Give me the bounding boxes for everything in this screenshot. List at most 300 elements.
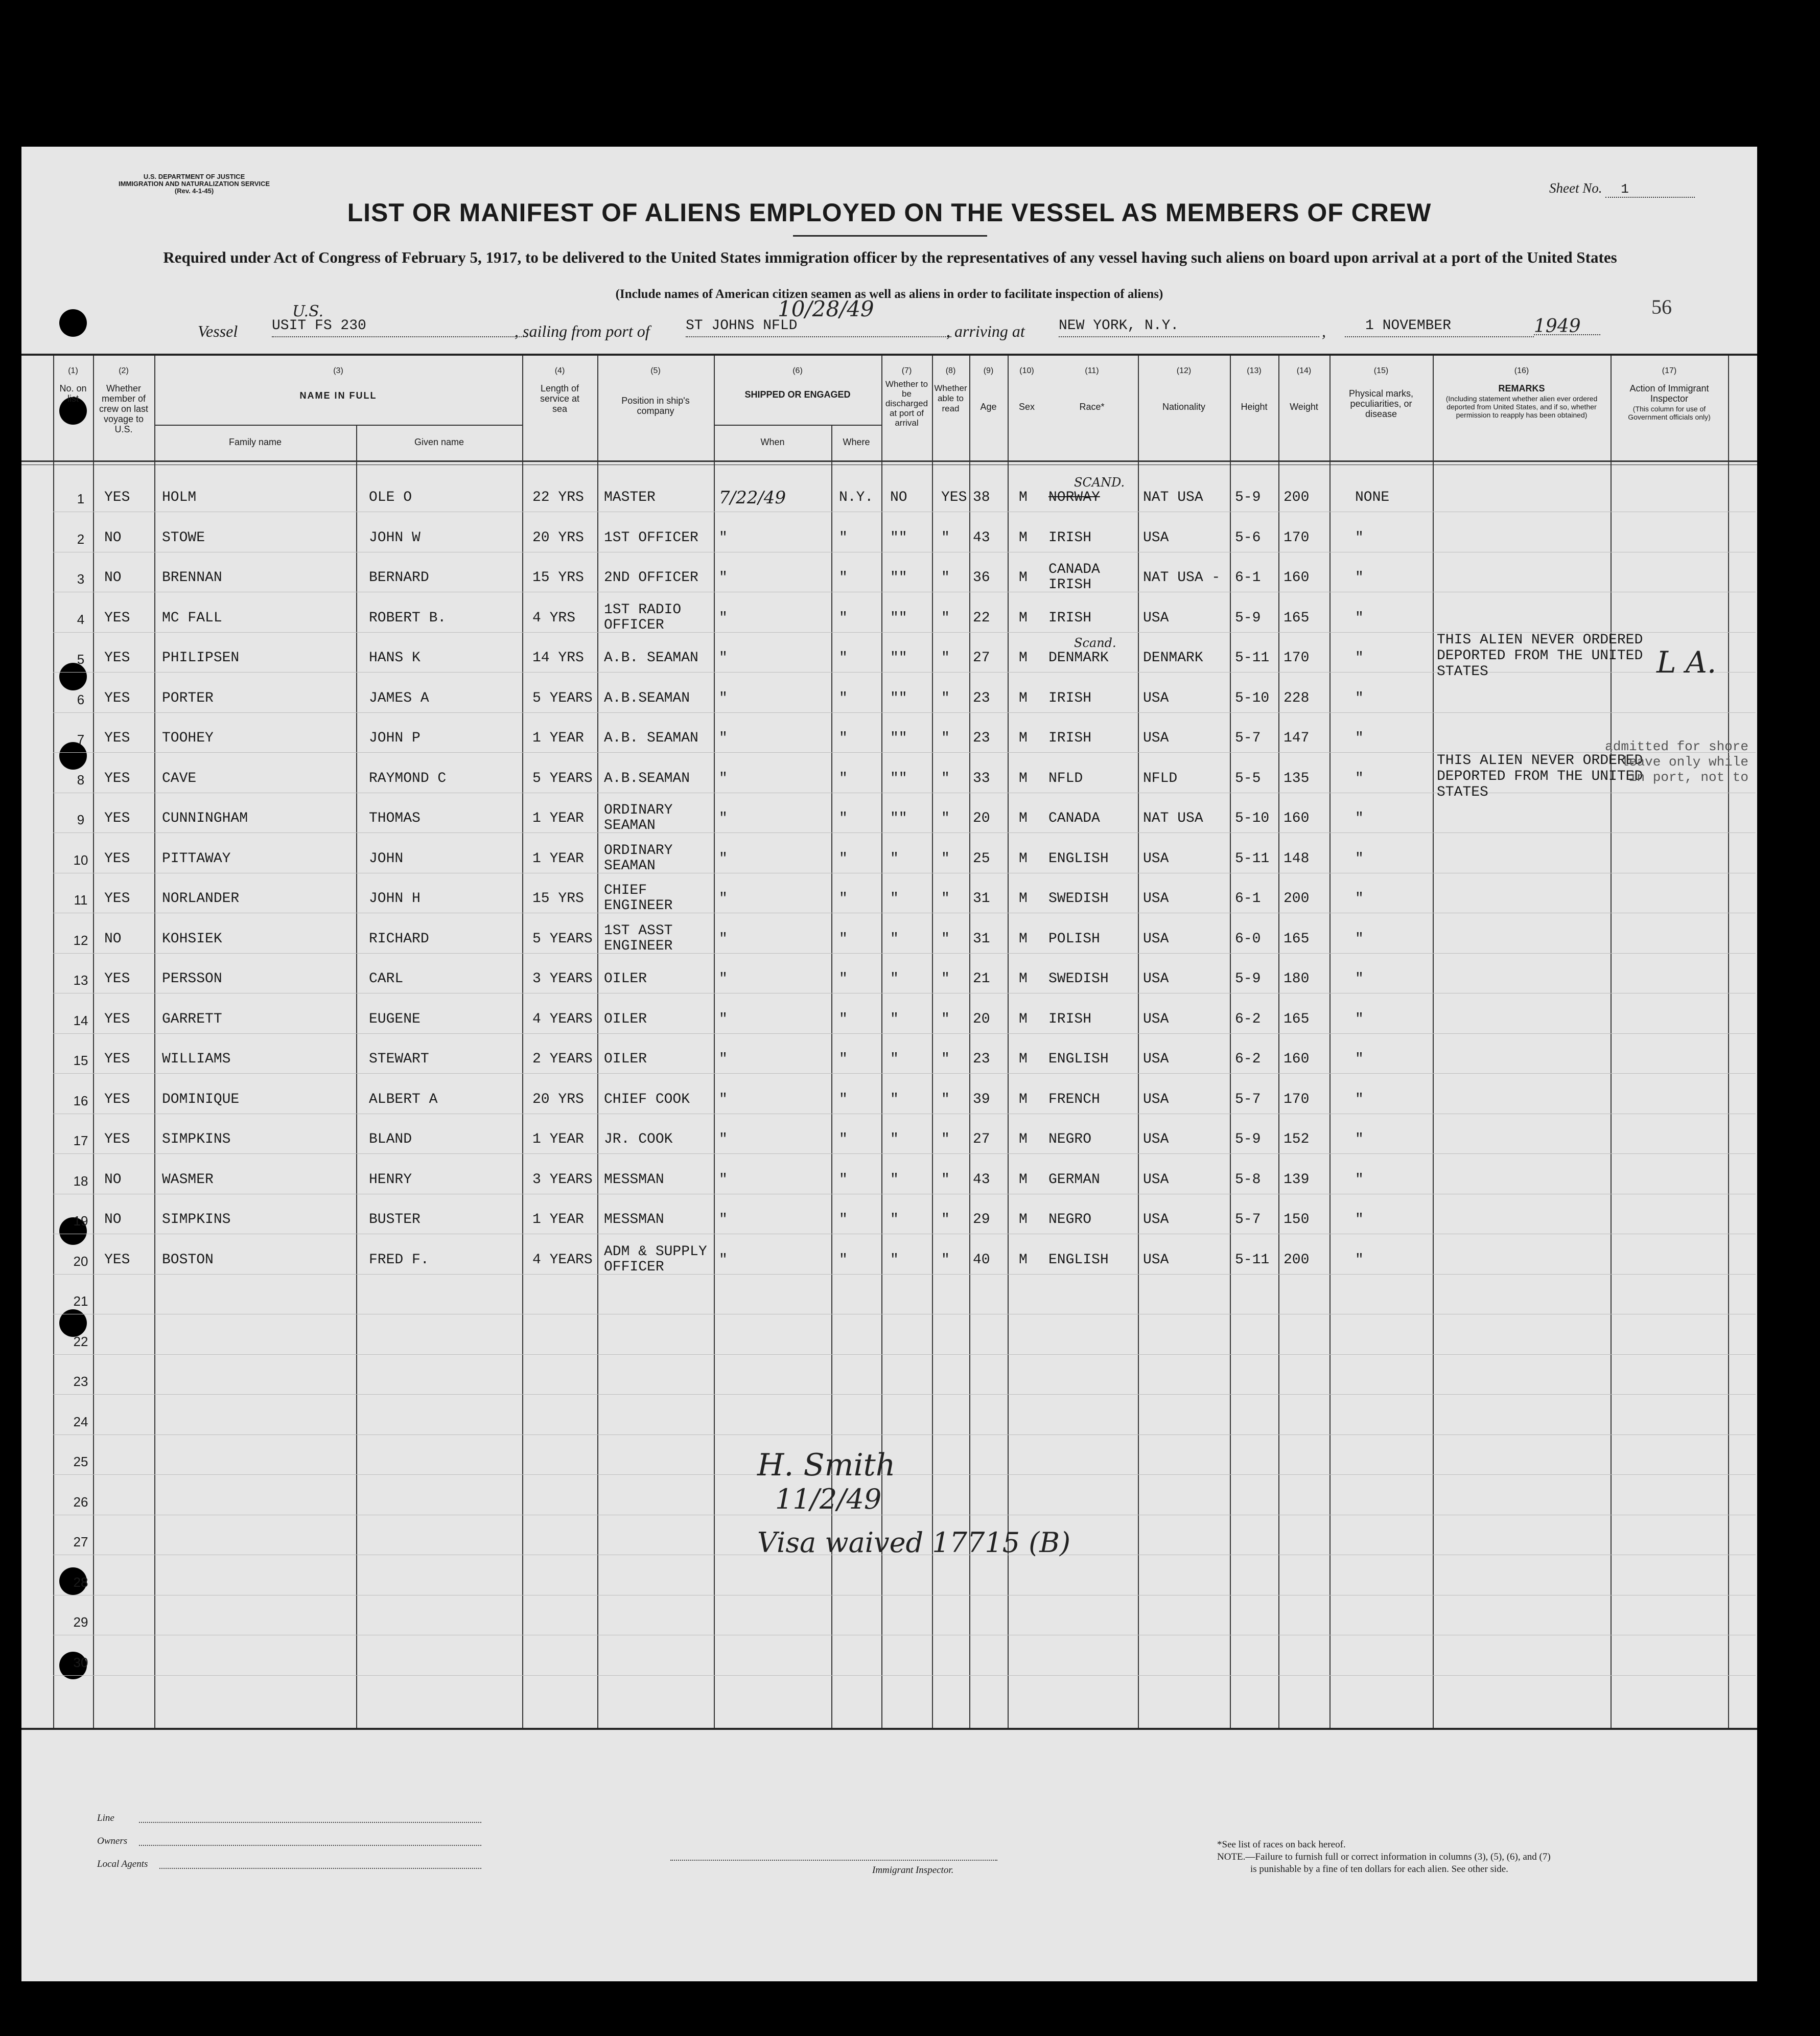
col-label: Position in ship's company <box>621 396 690 416</box>
cell-nationality: USA <box>1143 971 1169 987</box>
cell-age: 23 <box>973 690 990 706</box>
cell-position: ORDINARY SEAMAN <box>604 842 673 874</box>
cell-marks: " <box>1355 690 1364 706</box>
col-num: (11) <box>1085 366 1099 375</box>
cell-marks: " <box>1355 730 1364 746</box>
vessel-label: Vessel <box>198 322 238 340</box>
local-agents-label: Local Agents <box>97 1859 148 1869</box>
cell-race: FRENCH <box>1048 1091 1100 1107</box>
cell-read: " <box>941 1051 950 1067</box>
row-number: 19 <box>73 1213 88 1229</box>
cell-weight: 139 <box>1284 1171 1310 1188</box>
cell-family: DOMINIQUE <box>162 1091 240 1107</box>
cell-read: " <box>941 850 950 867</box>
row-number: 18 <box>73 1173 88 1189</box>
col-header-weight <box>1278 356 1329 460</box>
cell-where: " <box>839 971 848 987</box>
col-divider <box>1008 356 1009 1728</box>
cell-marks: " <box>1355 1171 1364 1188</box>
cell-prev: NO <box>104 529 122 546</box>
row-rule <box>53 712 1756 713</box>
cell-service: 2 YEARS <box>532 1051 593 1067</box>
cell-height: 5-7 <box>1235 1212 1261 1228</box>
cell-age: 20 <box>973 811 990 826</box>
col-num: (6) <box>792 366 803 375</box>
cell-family: WILLIAMS <box>162 1051 231 1067</box>
cell-discharged: " <box>890 1091 899 1107</box>
subheader-rule <box>714 425 881 426</box>
cell-marks: " <box>1355 971 1364 987</box>
footer <box>21 1731 1757 1981</box>
shore-leave-stamp: admitted for shore leave only while in port, not to <box>1605 738 1748 785</box>
cell-race: NEGRO <box>1048 1212 1092 1228</box>
cell-race: DENMARK <box>1048 650 1109 666</box>
cell-race: NEGRO <box>1048 1131 1092 1147</box>
cell-given: ALBERT A <box>369 1091 438 1107</box>
cell-nationality: USA <box>1143 730 1169 746</box>
cell-position: A.B. SEAMAN <box>604 730 698 746</box>
col-num: (3) <box>333 366 343 375</box>
cell-age: 27 <box>973 650 990 666</box>
cell-height: 5-11 <box>1235 1252 1270 1268</box>
cell-race: IRISH <box>1048 610 1092 626</box>
cell-when: " <box>719 610 728 626</box>
cell-read: " <box>941 811 950 826</box>
cell-service: 22 YRS <box>532 490 584 505</box>
cell-race: NORWAY <box>1048 490 1100 505</box>
line-field <box>139 1822 481 1823</box>
row-rule <box>53 1394 1756 1395</box>
cell-age: 43 <box>973 1171 990 1188</box>
cell-marks: " <box>1355 1091 1364 1107</box>
cell-sex: M <box>1019 730 1028 746</box>
cell-nationality: USA <box>1143 1171 1169 1188</box>
cell-discharged: " <box>890 1051 899 1067</box>
col-header-race <box>1046 356 1138 460</box>
title-rule <box>793 235 987 237</box>
col-divider <box>597 356 598 1728</box>
cell-position: MESSMAN <box>604 1171 664 1188</box>
cell-prev: YES <box>104 811 130 826</box>
cell-height: 5-8 <box>1235 1171 1261 1188</box>
cell-read: " <box>941 971 950 987</box>
col-num: (16) <box>1514 366 1529 375</box>
cell-nationality: NAT USA <box>1143 490 1203 505</box>
cell-family: KOHSIEK <box>162 931 222 947</box>
cell-sex: M <box>1019 891 1028 907</box>
cell-read: YES <box>941 490 967 505</box>
sheet-number-value: 1 <box>1605 181 1695 198</box>
arriving-label: , arriving at <box>946 322 1025 340</box>
cell-age: 38 <box>973 490 990 505</box>
col-divider <box>522 356 523 1728</box>
cell-race: IRISH <box>1048 730 1092 746</box>
cell-where: " <box>839 1212 848 1228</box>
cell-discharged: "" <box>890 770 907 786</box>
dept-line: IMMIGRATION AND NATURALIZATION SERVICE <box>119 180 270 188</box>
remarks-text: THIS ALIEN NEVER ORDERED DEPORTED FROM THE UNITED STATES <box>1437 752 1643 800</box>
col-divider <box>1230 356 1231 1728</box>
cell-where: " <box>839 690 848 706</box>
cell-prev: YES <box>104 1091 130 1107</box>
cell-given: JAMES A <box>369 690 429 706</box>
row-number: 5 <box>77 652 85 667</box>
cell-discharged: " <box>890 1171 899 1188</box>
cell-service: 15 YRS <box>532 570 584 586</box>
col-num: (17) <box>1662 366 1677 375</box>
cell-discharged: NO <box>890 490 907 505</box>
inspector-label: Immigrant Inspector. <box>872 1865 954 1876</box>
cell-family: SIMPKINS <box>162 1212 231 1228</box>
col-divider <box>1728 356 1729 1728</box>
cell-where: N.Y. <box>839 490 874 505</box>
cell-read: " <box>941 730 950 746</box>
cell-where: " <box>839 1051 848 1067</box>
col-label: Sex <box>1018 402 1035 412</box>
cell-sex: M <box>1019 610 1028 626</box>
cell-nationality: USA <box>1143 891 1169 907</box>
col-subheader-given <box>356 430 522 460</box>
cell-sex: M <box>1019 850 1028 867</box>
cell-marks: " <box>1355 650 1364 666</box>
cell-family: HOLM <box>162 490 197 505</box>
cell-nationality: NAT USA <box>1143 811 1203 826</box>
page-title: LIST OR MANIFEST OF ALIENS EMPLOYED ON THE VESSEL AS MEMBERS OF CREW <box>347 198 1432 227</box>
cell-sex: M <box>1019 1051 1028 1067</box>
col-num: (12) <box>1176 366 1192 375</box>
cell-age: 23 <box>973 1051 990 1067</box>
cell-when: " <box>719 971 728 987</box>
col-label: NAME IN FULL <box>299 390 377 401</box>
row-number: 23 <box>73 1374 88 1389</box>
cell-position: 2ND OFFICER <box>604 570 698 586</box>
cell-age: 29 <box>973 1212 990 1228</box>
cell-discharged: " <box>890 1252 899 1268</box>
cell-where: " <box>839 570 848 586</box>
cell-read: " <box>941 650 950 666</box>
cell-sex: M <box>1019 971 1028 987</box>
cell-read: " <box>941 610 950 626</box>
cell-age: 31 <box>973 931 990 947</box>
cell-given: BERNARD <box>369 570 429 586</box>
cell-age: 40 <box>973 1252 990 1268</box>
cell-given: HENRY <box>369 1171 412 1188</box>
cell-height: 5-10 <box>1235 811 1270 826</box>
cell-height: 5-11 <box>1235 850 1270 867</box>
row-number: 15 <box>73 1053 88 1068</box>
cell-sex: M <box>1019 650 1028 666</box>
cell-position: A.B.SEAMAN <box>604 770 690 786</box>
cell-service: 5 YEARS <box>532 690 593 706</box>
cell-marks: " <box>1355 1212 1364 1228</box>
port-from: ST JOHNS NFLD <box>686 318 951 337</box>
cell-read: " <box>941 1171 950 1188</box>
cell-position: OILER <box>604 1051 647 1067</box>
col-header-marks <box>1329 356 1433 460</box>
cell-weight: 200 <box>1284 1252 1310 1268</box>
cell-read: " <box>941 1131 950 1147</box>
cell-sex: M <box>1019 529 1028 546</box>
cell-sex: M <box>1019 811 1028 826</box>
cell-race: ENGLISH <box>1048 850 1109 867</box>
cell-service: 1 YEAR <box>532 850 584 867</box>
col-label: Physical marks, peculiarities, or disease <box>1348 388 1414 419</box>
cell-prev: NO <box>104 570 122 586</box>
cell-height: 6-2 <box>1235 1051 1261 1067</box>
cell-weight: 170 <box>1284 650 1310 666</box>
local-agents-field <box>159 1868 481 1869</box>
cell-age: 22 <box>973 610 990 626</box>
cell-height: 6-1 <box>1235 891 1261 907</box>
cell-family: PHILIPSEN <box>162 650 240 666</box>
vessel-line <box>21 296 1757 343</box>
cell-age: 23 <box>973 730 990 746</box>
cell-discharged: " <box>890 850 899 867</box>
cell-where: " <box>839 770 848 786</box>
cell-when: " <box>719 1252 728 1268</box>
vessel-prefix: U.S. <box>292 303 324 320</box>
cell-nationality: DENMARK <box>1143 650 1203 666</box>
col-subheader-where <box>831 430 881 460</box>
department-header <box>119 173 270 195</box>
cell-marks: " <box>1355 1252 1364 1268</box>
stamp-number: 56 <box>1651 295 1672 318</box>
col-divider <box>1138 356 1139 1728</box>
cell-height: 5-11 <box>1235 650 1270 666</box>
cell-marks: NONE <box>1355 490 1390 505</box>
cell-weight: 160 <box>1284 1051 1310 1067</box>
inspector-signature: H. Smith <box>757 1447 896 1483</box>
cell-read: " <box>941 770 950 786</box>
cell-sex: M <box>1019 1091 1028 1107</box>
col-subheader-family <box>154 430 356 460</box>
cell-where: " <box>839 650 848 666</box>
cell-given: RAYMOND C <box>369 770 447 786</box>
cell-read: " <box>941 1252 950 1268</box>
col-note: (Including statement whether alien ever ordered deported from United States, and if so, whether permission to reapply has been obtained) <box>1445 395 1598 419</box>
cell-race: IRISH <box>1048 690 1092 706</box>
cell-nationality: USA <box>1143 529 1169 546</box>
cell-position: ADM & SUPPLY OFFICER <box>604 1243 707 1275</box>
cell-given: BLAND <box>369 1131 412 1147</box>
cell-position: CHIEF COOK <box>604 1091 690 1107</box>
cell-prev: YES <box>104 850 130 867</box>
cell-age: 27 <box>973 1131 990 1147</box>
sheet-number <box>1549 180 1695 198</box>
col-divider <box>154 356 155 1728</box>
cell-marks: " <box>1355 1011 1364 1027</box>
cell-discharged: "" <box>890 610 907 626</box>
col-label: Nationality <box>1162 402 1206 412</box>
row-rule <box>53 1675 1756 1676</box>
owners-field <box>139 1845 481 1846</box>
row-number: 27 <box>73 1534 88 1549</box>
col-divider <box>1329 356 1331 1728</box>
col-header-nationality <box>1138 356 1230 460</box>
cell-read: " <box>941 529 950 546</box>
cell-position: 1ST OFFICER <box>604 529 698 546</box>
row-number: 28 <box>73 1574 88 1590</box>
cell-position: MASTER <box>604 490 656 505</box>
row-number: 30 <box>73 1654 88 1670</box>
races-note: *See list of races on back hereof. <box>1217 1839 1346 1850</box>
cell-discharged: "" <box>890 650 907 666</box>
cell-nationality: USA <box>1143 931 1169 947</box>
cell-service: 3 YEARS <box>532 1171 593 1188</box>
cell-prev: YES <box>104 490 130 505</box>
row-number: 11 <box>74 892 88 908</box>
row-number: 24 <box>73 1414 88 1429</box>
cell-service: 20 YRS <box>532 529 584 546</box>
cell-discharged: "" <box>890 570 907 586</box>
col-label: Age <box>980 402 997 412</box>
cell-read: " <box>941 931 950 947</box>
act-statement: Required under Act of Congress of February 5, 1917, to be delivered to the United States immigration officer by the representatives of any vessel having such aliens on board upon arrival at a port of the United States <box>163 248 1617 266</box>
row-rule <box>53 1274 1756 1275</box>
cell-read: " <box>941 690 950 706</box>
cell-given: JOHN W <box>369 529 421 546</box>
cell-service: 15 YRS <box>532 891 584 907</box>
cell-family: TOOHEY <box>162 730 214 746</box>
cell-age: 20 <box>973 1011 990 1027</box>
cell-where: " <box>839 811 848 826</box>
col-header-height <box>1230 356 1278 460</box>
crew-table <box>21 354 1757 1730</box>
col-header-name <box>154 356 522 425</box>
col-sublabel: Family name <box>228 437 282 447</box>
col-divider <box>881 356 882 1728</box>
row-number: 2 <box>77 531 85 547</box>
row-number: 21 <box>73 1293 88 1309</box>
cell-prev: YES <box>104 1011 130 1027</box>
dept-line: (Rev. 4-1-45) <box>174 187 214 195</box>
cell-position: JR. COOK <box>604 1131 673 1147</box>
cell-given: ROBERT B. <box>369 610 447 626</box>
cell-where: " <box>839 529 848 546</box>
cell-prev: YES <box>104 1131 130 1147</box>
cell-position: MESSMAN <box>604 1212 664 1228</box>
col-header-position <box>597 356 714 460</box>
cell-weight: 160 <box>1284 811 1310 826</box>
cell-nationality: USA <box>1143 1011 1169 1027</box>
cell-given: RICHARD <box>369 931 429 947</box>
cell-discharged: "" <box>890 529 907 546</box>
row-number: 6 <box>77 691 85 707</box>
cell-sex: M <box>1019 1252 1028 1268</box>
cell-discharged: " <box>890 1212 899 1228</box>
dept-line: U.S. DEPARTMENT OF JUSTICE <box>143 173 245 180</box>
cell-where: " <box>839 730 848 746</box>
cell-prev: YES <box>104 891 130 907</box>
cell-where: " <box>839 1011 848 1027</box>
cell-when: " <box>719 891 728 907</box>
cell-weight: 147 <box>1284 730 1310 746</box>
row-number: 20 <box>73 1253 88 1269</box>
col-divider <box>714 356 715 1728</box>
cell-prev: NO <box>104 1212 122 1228</box>
cell-prev: NO <box>104 1171 122 1188</box>
cell-sex: M <box>1019 1171 1028 1188</box>
cell-nationality: USA <box>1143 1252 1169 1268</box>
cell-position: OILER <box>604 971 647 987</box>
cell-where: " <box>839 850 848 867</box>
cell-marks: " <box>1355 850 1364 867</box>
cell-service: 14 YRS <box>532 650 584 666</box>
col-subheader-when <box>714 430 831 460</box>
row-number: 9 <box>77 812 85 827</box>
col-header-remarks <box>1433 356 1611 460</box>
cell-nationality: NFLD <box>1143 770 1178 786</box>
manifest-sheet <box>21 147 1757 1981</box>
cell-race: ENGLISH <box>1048 1051 1109 1067</box>
cell-sex: M <box>1019 1131 1028 1147</box>
cell-service: 5 YEARS <box>532 931 593 947</box>
cell-where: " <box>839 931 848 947</box>
cell-when: " <box>719 1212 728 1228</box>
cell-read: " <box>941 1091 950 1107</box>
cell-read: " <box>941 570 950 586</box>
cell-race: ENGLISH <box>1048 1252 1109 1268</box>
col-num: (2) <box>119 366 129 375</box>
remarks-text: THIS ALIEN NEVER ORDERED DEPORTED FROM THE UNITED STATES <box>1437 632 1643 680</box>
line-label: Line <box>97 1813 114 1823</box>
sheet-label: Sheet No. <box>1549 180 1602 196</box>
cell-weight: 135 <box>1284 770 1310 786</box>
cell-when: " <box>719 650 728 666</box>
col-header-age <box>969 356 1008 460</box>
cell-when: " <box>719 1051 728 1067</box>
cell-when: " <box>719 1131 728 1147</box>
cell-where: " <box>839 1171 848 1188</box>
cell-weight: 170 <box>1284 1091 1310 1107</box>
cell-when: " <box>719 1171 728 1188</box>
cell-race: SWEDISH <box>1048 891 1109 907</box>
col-divider <box>93 356 94 1728</box>
owners-label: Owners <box>97 1836 128 1846</box>
header-rule <box>21 460 1757 462</box>
cell-prev: YES <box>104 610 130 626</box>
cell-position: CHIEF ENGINEER <box>604 883 673 914</box>
row-number: 17 <box>73 1133 88 1148</box>
cell-given: BUSTER <box>369 1212 421 1228</box>
row-rule <box>53 1354 1756 1355</box>
col-label: REMARKS <box>1498 383 1545 394</box>
cell-sex: M <box>1019 770 1028 786</box>
cell-prev: NO <box>104 931 122 947</box>
col-divider <box>1611 356 1612 1728</box>
cell-position: 1ST ASST ENGINEER <box>604 922 673 954</box>
cell-service: 1 YEAR <box>532 1212 584 1228</box>
cell-position: A.B. SEAMAN <box>604 650 698 666</box>
row-number: 3 <box>77 571 85 587</box>
col-label: Action of Immigrant Inspector <box>1629 383 1709 404</box>
cell-family: PERSSON <box>162 971 222 987</box>
vessel-name: USIT FS 230 <box>272 318 527 337</box>
cell-weight: 165 <box>1284 610 1310 626</box>
cell-discharged: " <box>890 971 899 987</box>
cell-service: 4 YRS <box>532 610 576 626</box>
cell-given: STEWART <box>369 1051 429 1067</box>
cell-when: " <box>719 850 728 867</box>
row-number: 14 <box>73 1012 88 1028</box>
inspector-signature-line <box>670 1860 997 1861</box>
cell-discharged: " <box>890 1011 899 1027</box>
cell-race: SWEDISH <box>1048 971 1109 987</box>
cell-race: IRISH <box>1048 1011 1092 1027</box>
col-header-read <box>932 356 969 460</box>
cell-when: " <box>719 730 728 746</box>
row-rule <box>53 832 1756 833</box>
